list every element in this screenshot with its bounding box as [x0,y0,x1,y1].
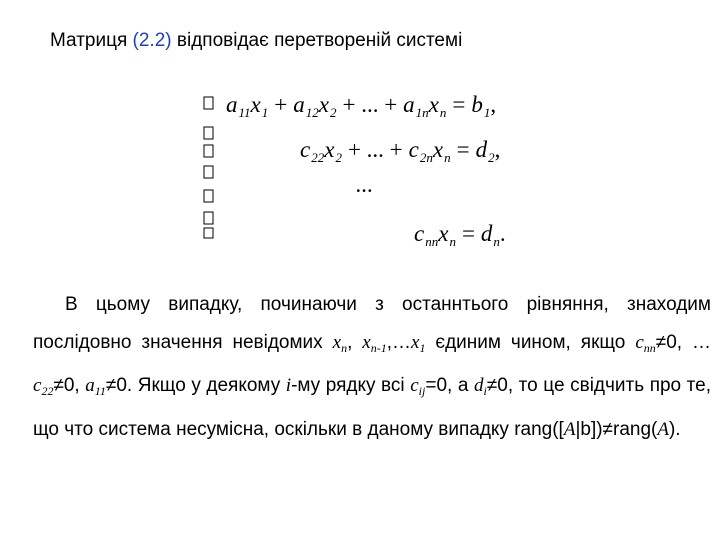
equation-row-dots: ... [356,172,374,197]
explanation-paragraph: В цьому випадку, починаючи з останнтього рівняння, знаходим послідовно значення невідомих $x_n$, $x_{n-1},\dots x_1$ єдиним чином, якщо $c_{nn}\ne 0$, … $c_{22}\ne 0$, $a_{11}\ne 0$. Якщо у деякому i-му рядку всі $c_{ij}=0$, а $d_i\ne 0$, то це свідчить про те, що что система несумісна, оскільки в даному випадку rang([A|b])≠rang(A). [33,294,712,440]
equation-reference-link[interactable]: (2.2) [132,30,172,51]
intro-before: Матриця [50,30,133,51]
equation-row-n: $c_{nn}x_n = d_n$. [414,221,506,249]
intro-after: відповідає перетвореній системі [171,30,463,51]
equation-row-1: $a_{11}x_1 + a_{12}x_2$ + ... + $a_{1n}x_n = b_1$, [226,92,497,120]
system-brace [0,0,720,260]
equation-system [0,0,720,260]
brace-glyph-boxes [204,97,213,238]
equation-row-2: $c_{22}x_2$ + ... + $c_{2n}x_n = d_2$, [300,137,501,165]
